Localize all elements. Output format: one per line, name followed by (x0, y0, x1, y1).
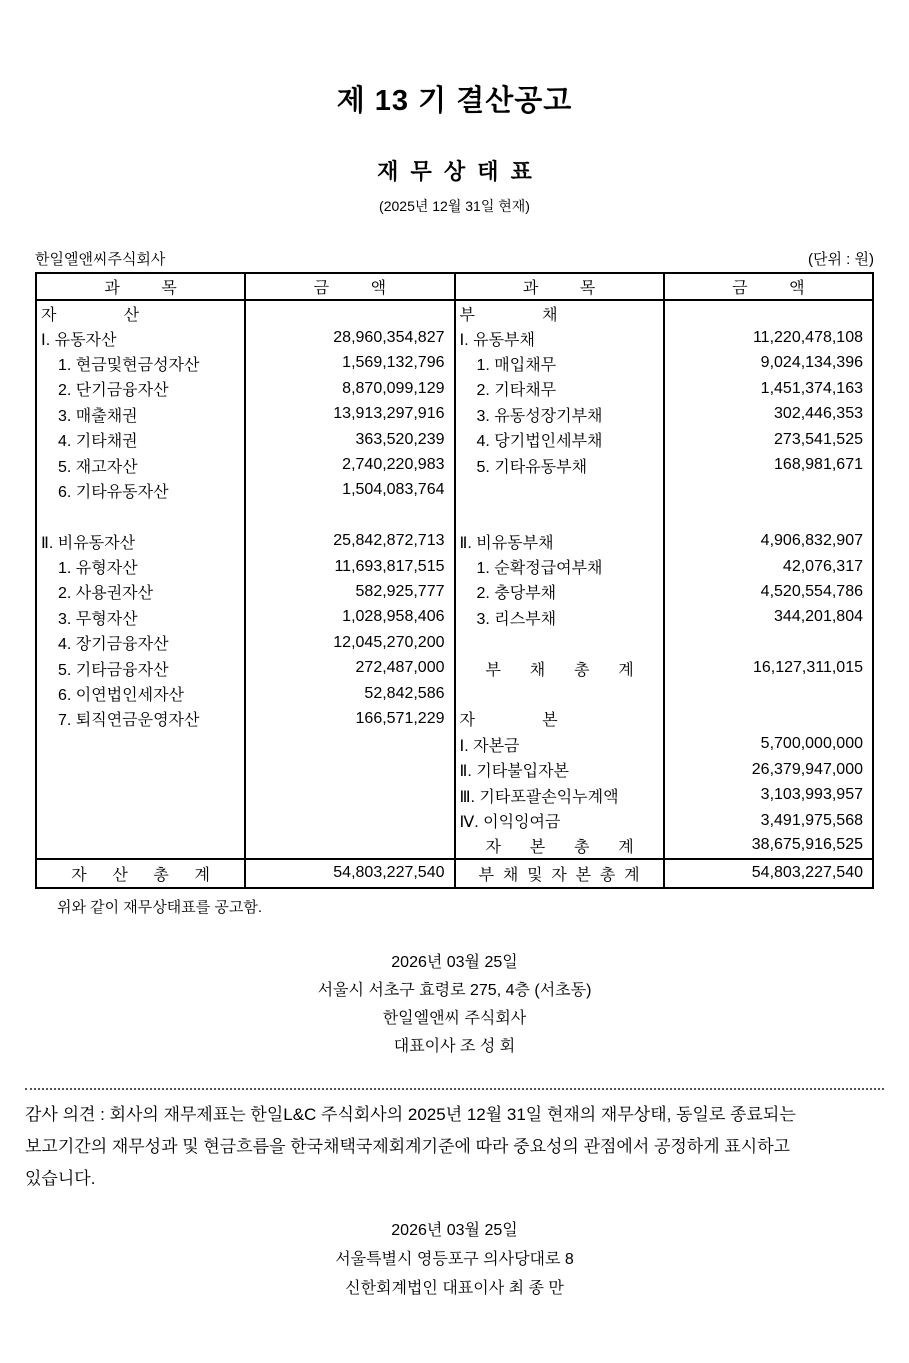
document-title: 제 13 기 결산공고 (336, 85, 573, 117)
account-cell: 3. 유동성장기부채 (455, 402, 664, 427)
amount-cell: 38,675,916,525 (664, 833, 873, 858)
account-cell: 7. 퇴직연금운영자산 (36, 706, 245, 731)
company-row (35, 248, 874, 272)
account-cell (36, 757, 245, 782)
unit-label: (단위 : 원) (808, 251, 874, 268)
header-account-left: 과목 (36, 273, 245, 300)
amount-cell (664, 300, 873, 325)
account-cell: 4. 장기금융자산 (36, 630, 245, 655)
auditor-signature: 신한회계법인 대표이사 최 종 만 (345, 1279, 564, 1297)
amount-cell: 3,103,993,957 (664, 782, 873, 807)
amount-cell (245, 300, 454, 325)
amount-cell: 42,076,317 (664, 554, 873, 579)
account-cell: 4. 당기법인세부채 (455, 427, 664, 452)
auditor-block (25, 1216, 884, 1303)
table-row (36, 351, 873, 376)
amount-cell: 2,740,220,983 (245, 452, 454, 477)
amount-cell: 272,487,000 (245, 655, 454, 680)
account-cell: 2. 사용권자산 (36, 579, 245, 604)
table-row (36, 376, 873, 401)
account-cell: 부채 (455, 300, 664, 325)
amount-cell (664, 706, 873, 731)
table-row (36, 782, 873, 807)
total-row (36, 859, 873, 888)
amount-cell: 5,700,000,000 (664, 732, 873, 757)
table-row (36, 325, 873, 350)
table-footer (36, 859, 873, 888)
account-cell (36, 808, 245, 833)
amount-cell: 4,906,832,907 (664, 529, 873, 554)
account-cell: Ⅱ. 기타불입자본 (455, 757, 664, 782)
table-row (36, 452, 873, 477)
table-row (36, 529, 873, 554)
account-cell: 4. 기타채권 (36, 427, 245, 452)
account-cell: 부채총계 (455, 655, 664, 680)
amount-cell (664, 630, 873, 655)
document-page (0, 78, 909, 1363)
account-cell: 2. 충당부채 (455, 579, 664, 604)
account-cell: 3. 리스부채 (455, 605, 664, 630)
account-cell: 3. 매출채권 (36, 402, 245, 427)
account-cell: 1. 유형자산 (36, 554, 245, 579)
amount-cell (245, 782, 454, 807)
account-cell: Ⅱ. 비유동부채 (455, 529, 664, 554)
table-row (36, 605, 873, 630)
account-cell: Ⅳ. 이익잉여금 (455, 808, 664, 833)
account-cell: 5. 재고자산 (36, 452, 245, 477)
account-cell (455, 478, 664, 503)
table-header-row (36, 273, 873, 300)
account-cell: 1. 순확정급여부채 (455, 554, 664, 579)
amount-cell: 12,045,270,200 (245, 630, 454, 655)
table-row (36, 427, 873, 452)
table-row (36, 630, 873, 655)
amount-cell: 302,446,353 (664, 402, 873, 427)
account-cell: 1. 매입채무 (455, 351, 664, 376)
company-name: 한일엘앤씨주식회사 (35, 251, 166, 268)
table-header (36, 273, 873, 300)
header-account-right: 과목 (455, 273, 664, 300)
announcement-block (25, 949, 884, 1061)
amount-cell: 1,028,958,406 (245, 605, 454, 630)
table-body (36, 300, 873, 859)
account-cell: 6. 이연법인세자산 (36, 681, 245, 706)
statement-title-text: 재무상태표 (377, 159, 544, 184)
audit-opinion-line: 있습니다. (25, 1168, 96, 1188)
account-cell: 5. 기타유동부채 (455, 452, 664, 477)
account-cell (455, 503, 664, 528)
account-cell: 2. 기타채무 (455, 376, 664, 401)
account-cell: 자산 (36, 300, 245, 325)
announcement-address: 서울시 서초구 효령로 275, 4층 (서초동) (317, 981, 592, 999)
account-cell: Ⅰ. 유동자산 (36, 325, 245, 350)
account-cell (455, 681, 664, 706)
amount-cell (245, 503, 454, 528)
account-cell: 5. 기타금융자산 (36, 655, 245, 680)
account-cell (455, 630, 664, 655)
table-row (36, 300, 873, 325)
account-cell: 6. 기타유동자산 (36, 478, 245, 503)
amount-cell (245, 833, 454, 858)
amount-cell (245, 732, 454, 757)
amount-cell: 16,127,311,015 (664, 655, 873, 680)
table-row (36, 402, 873, 427)
auditor-address: 서울특별시 영등포구 의사당대로 8 (335, 1250, 574, 1268)
table-row (36, 579, 873, 604)
table-row (36, 681, 873, 706)
amount-cell: 25,842,872,713 (245, 529, 454, 554)
table-row (36, 732, 873, 757)
account-cell: Ⅲ. 기타포괄손익누계액 (455, 782, 664, 807)
amount-cell (664, 503, 873, 528)
amount-cell: 11,693,817,515 (245, 554, 454, 579)
table-row (36, 706, 873, 731)
amount-cell: 9,024,134,396 (664, 351, 873, 376)
amount-cell (245, 757, 454, 782)
account-cell: 3. 무형자산 (36, 605, 245, 630)
table-row (36, 478, 873, 503)
account-cell: 자본 (455, 706, 664, 731)
amount-cell: 273,541,525 (664, 427, 873, 452)
amount-cell (664, 478, 873, 503)
auditor-date: 2026년 03월 25일 (391, 1221, 518, 1239)
amount-cell: 363,520,239 (245, 427, 454, 452)
amount-cell: 1,451,374,163 (664, 376, 873, 401)
amount-cell: 1,504,083,764 (245, 478, 454, 503)
account-cell (36, 833, 245, 858)
amount-cell: 13,913,297,916 (245, 402, 454, 427)
account-cell: 자본총계 (455, 833, 664, 858)
audit-opinion-line: 보고기간의 재무성과 및 현금흐름을 한국채택국제회계기준에 따라 중요성의 관점에서 공정하게 표시하고 (25, 1136, 791, 1156)
amount-cell: 582,925,777 (245, 579, 454, 604)
amount-cell: 8,870,099,129 (245, 376, 454, 401)
amount-cell: 344,201,804 (664, 605, 873, 630)
total-liab-equity-label-cell: 부채및자본총계 (455, 859, 664, 888)
amount-cell: 4,520,554,786 (664, 579, 873, 604)
account-cell (36, 732, 245, 757)
amount-cell (245, 808, 454, 833)
as-of-date: (2025년 12월 31일 현재) (379, 198, 530, 214)
balance-sheet-section (35, 248, 874, 917)
account-cell (36, 503, 245, 528)
total-liab-equity-amount-cell: 54,803,227,540 (664, 859, 873, 888)
account-cell: 1. 현금및현금성자산 (36, 351, 245, 376)
header-amount-left: 금액 (245, 273, 454, 300)
account-cell: Ⅰ. 자본금 (455, 732, 664, 757)
account-cell: Ⅱ. 비유동자산 (36, 529, 245, 554)
audit-opinion-line: 감사 의견 : 회사의 재무제표는 한일L&C 주식회사의 2025년 12월 31일 현재의 재무상태, 동일로 종료되는 (25, 1104, 796, 1124)
total-assets-amount-cell: 54,803,227,540 (245, 859, 454, 888)
account-cell: 2. 단기금융자산 (36, 376, 245, 401)
amount-cell: 52,842,586 (245, 681, 454, 706)
header-amount-right: 금액 (664, 273, 873, 300)
amount-cell: 1,569,132,796 (245, 351, 454, 376)
table-row (36, 808, 873, 833)
amount-cell: 28,960,354,827 (245, 325, 454, 350)
table-row (36, 833, 873, 858)
announcement-company: 한일엘앤씨 주식회사 (382, 1009, 527, 1027)
announcement-ceo: 대표이사 조 성 회 (393, 1037, 516, 1055)
amount-cell: 11,220,478,108 (664, 325, 873, 350)
amount-cell: 168,981,671 (664, 452, 873, 477)
balance-sheet-table (35, 272, 874, 889)
table-row (36, 655, 873, 680)
account-cell: Ⅰ. 유동부채 (455, 325, 664, 350)
amount-cell: 26,379,947,000 (664, 757, 873, 782)
total-assets-label-cell: 자산총계 (36, 859, 245, 888)
amount-cell: 166,571,229 (245, 706, 454, 731)
table-row (36, 757, 873, 782)
notice-text: 위와 같이 재무상태표를 공고함. (57, 898, 263, 916)
table-row (36, 554, 873, 579)
table-row (36, 503, 873, 528)
amount-cell (664, 681, 873, 706)
dotted-divider (25, 1088, 884, 1090)
announcement-date: 2026년 03월 25일 (391, 953, 518, 971)
statement-title (25, 155, 884, 186)
account-cell (36, 782, 245, 807)
audit-opinion (25, 1099, 884, 1195)
amount-cell: 3,491,975,568 (664, 808, 873, 833)
